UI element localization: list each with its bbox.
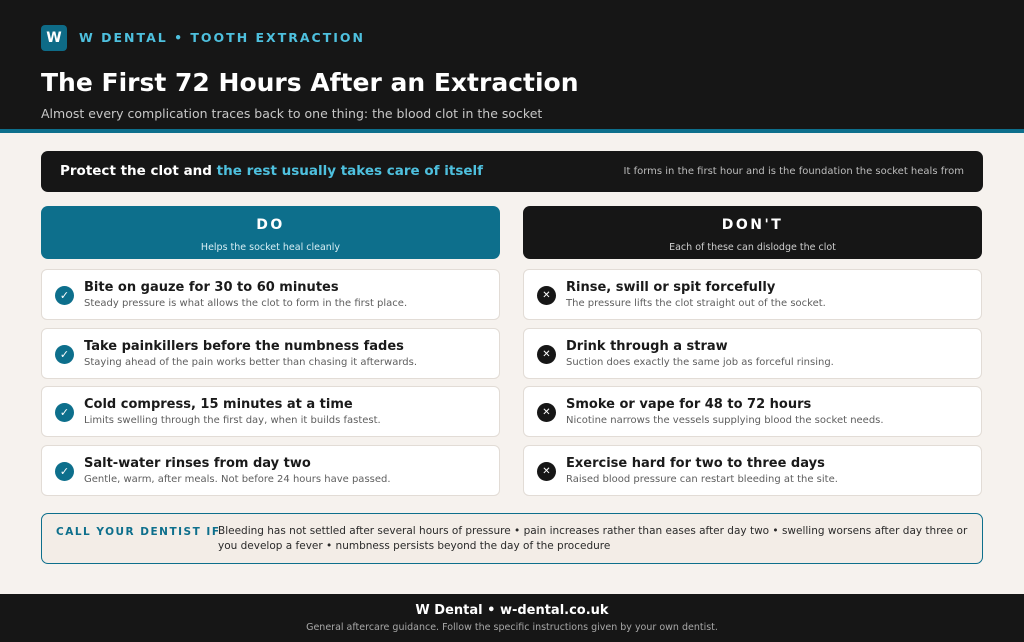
do-item-title: Cold compress, 15 minutes at a time: [84, 397, 353, 412]
do-item-desc: Limits swelling through the first day, when it builds fastest.: [84, 415, 381, 426]
dont-item-title: Rinse, swill or spit forcefully: [566, 280, 776, 295]
footer-title: W Dental • w-dental.co.uk: [415, 603, 609, 618]
cross-icon: ✕: [537, 462, 556, 481]
banner-highlight: the rest usually takes care of itself: [216, 163, 484, 179]
page-title: The First 72 Hours After an Extraction: [41, 68, 579, 97]
dont-item-desc: Suction does exactly the same job as forceful rinsing.: [566, 357, 834, 368]
logo: W: [41, 25, 67, 51]
dont-item: [523, 328, 982, 379]
check-icon: ✓: [55, 462, 74, 481]
do-item-desc: Steady pressure is what allows the clot to form in the first place.: [84, 298, 408, 309]
dont-item-desc: The pressure lifts the clot straight out of the socket.: [566, 298, 826, 309]
callout-text: Bleeding has not settled after several hours of pressure • pain increases rather than eases after day two • swelling worsens after day three or you develop a fever • numbness persists beyond the day of the procedure: [218, 525, 968, 552]
call-dentist-callout: [41, 513, 983, 564]
dont-item-title: Smoke or vape for 48 to 72 hours: [566, 397, 812, 412]
check-icon: ✓: [55, 403, 74, 422]
header-accent-line: [0, 129, 1024, 133]
dont-item-desc: Nicotine narrows the vessels supplying blood the socket needs.: [566, 415, 884, 426]
do-title: DO: [256, 217, 285, 233]
check-icon: ✓: [55, 286, 74, 305]
do-item-desc: Gentle, warm, after meals. Not before 24 hours have passed.: [84, 474, 391, 485]
cross-icon: ✕: [537, 403, 556, 422]
do-column-header: [41, 206, 500, 259]
dont-item: [523, 445, 982, 496]
check-icon: ✓: [55, 345, 74, 364]
footer-note: General aftercare guidance. Follow the specific instructions given by your own dentist.: [306, 622, 718, 633]
page-subtitle: Almost every complication traces back to one thing: the blood clot in the socket: [41, 106, 543, 121]
banner-note: It forms in the first hour and is the foundation the socket heals from: [623, 166, 964, 177]
dont-item-desc: Raised blood pressure can restart bleeding at the site.: [566, 474, 838, 485]
do-subtitle: Helps the socket heal cleanly: [200, 242, 341, 253]
do-item-title: Salt-water rinses from day two: [84, 456, 311, 471]
dont-title: DON'T: [721, 217, 784, 233]
do-item: [41, 445, 500, 496]
cross-icon: ✕: [537, 345, 556, 364]
do-item: [41, 328, 500, 379]
do-item: [41, 269, 500, 320]
key-message-banner: [41, 151, 983, 192]
dont-item: [523, 386, 982, 437]
dont-column-header: [523, 206, 982, 259]
do-item-desc: Staying ahead of the pain works better than chasing it afterwards.: [84, 357, 418, 368]
brand-label: W DENTAL • TOOTH EXTRACTION: [79, 30, 365, 45]
dont-item: [523, 269, 982, 320]
cross-icon: ✕: [537, 286, 556, 305]
callout-label: CALL YOUR DENTIST IF: [56, 526, 221, 538]
banner-lead: [60, 163, 483, 180]
do-item-title: Bite on gauze for 30 to 60 minutes: [84, 280, 339, 295]
footer: [0, 594, 1024, 642]
dont-item-title: Drink through a straw: [566, 339, 728, 354]
banner-lead-text: Protect the clot and: [60, 163, 212, 179]
do-item-title: Take painkillers before the numbness fades: [84, 339, 404, 354]
do-item: [41, 386, 500, 437]
dont-subtitle: Each of these can dislodge the clot: [669, 242, 836, 253]
dont-item-title: Exercise hard for two to three days: [566, 456, 825, 471]
